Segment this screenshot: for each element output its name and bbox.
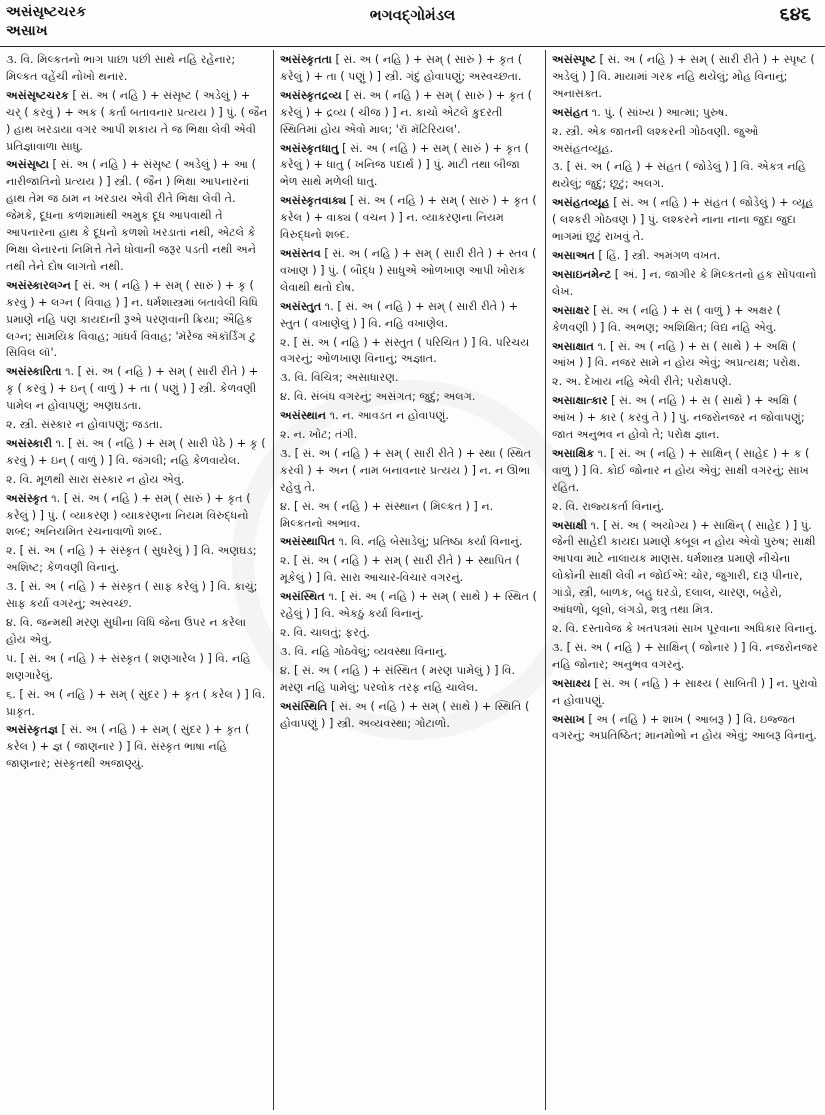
dictionary-entry: ૨. વિ. મૂળથી સારા સંસ્કાર ન હોય એવું. [6,472,185,486]
entry-headword: અસંસ્કૃત [6,491,48,505]
entry-headword: અસંસ્કારિતા [6,365,62,379]
entry-definition: [ સં. અ ( નહિ ) + સમ્ ( સારું ) + કૃત ( કરેલ ) + વાક્ય ( વચન ) ] ન. વ્યાકરણના નિયમ વિરુદ્ધનો શબ્દ. [280,194,537,242]
dictionary-entry [552,195,818,246]
entry-headword: અસાખ [552,712,585,726]
column-2 [280,52,538,1110]
entry-headword: અસાક્ષ્ય [552,676,591,690]
entry-headword: અસંહતવ્યૂહ [552,196,610,210]
entry-headword: અસંસ્તવ [280,246,321,260]
dictionary-entry [280,193,538,244]
entry-definition: ૧. વિ. નહિ બેસાડેલું; પ્રતિષ્ઠા કર્યા વિનાનું. [334,535,523,549]
dictionary-entry: ૩. [ સં. અ ( નહિ ) + સાક્ષિન્ ( જોનાર ) ] વિ. નજરોનજર નહિ જોનાર; અનુભવ વગરનું. [552,640,818,671]
dictionary-entry [552,393,818,444]
entry-headword: અસાક્ષર [552,303,590,317]
dictionary-entry [6,157,268,275]
dictionary-entry [280,52,538,86]
page-header [0,0,825,47]
entry-definition: [ સં. અ ( નહિ ) + સમ્ ( સારી રીતે ) + સ્તવ ( વખાણ ) ] પું. ( બૌદ્ધ ) સાધુએ ઓળખાણ આપી ખોરાક લેવાથી થતો દોષ. [280,246,537,294]
dictionary-entry: ૫. [ સં. અ ( નહિ ) + સંસ્કૃત ( શણગારેલ ) ] વિ. નહિ શણગારેલું. [6,651,251,682]
entry-definition: [ અં. ] ન. જાગીર કે મિલ્કતનો હક સોંપવાનો લેખ. [552,267,817,298]
dictionary-entry [552,267,818,301]
dictionary-entry [280,589,538,623]
entry-definition: [ સં. અ ( નહિ ) + સમ્ ( સારું ) + કૃત ( કરેલું ) + ધાતુ ( ખનિજ પદાર્થ ) ] પું. માટી તથા બીજા ભેળ સાથે મળેલી ધાતુ. [280,141,529,189]
guide-word-first: અસંસૃષ્ટચરક [6,4,87,20]
dictionary-entry [280,408,538,425]
entry-headword: અસંસૃષ્ટા [6,158,49,172]
dictionary-entry [6,278,268,363]
dictionary-entry: ૨. વિ. ચાલતું; ફરતું. [280,626,370,639]
dictionary-entry: ૨. સ્ત્રી. એક જાતની લશ્કરની ગોઠવણી. જુઓ અસંહતવ્યૂહ. [552,124,759,155]
entry-definition: ૧. [ સં. અ ( નહિ ) + સમ્ ( સાથે ) + સ્થિત ( રહેલું ) ] વિ. એકઠું કર્યા વિનાનું. [280,590,537,621]
entry-headword: અસંસ્કૃતધાતુ [280,141,339,155]
entry-headword: અસાક્ષાત્કાર [552,394,608,408]
entry-headword: અસંસ્થિત [280,590,325,604]
dictionary-entry [552,518,818,619]
entry-definition: ૧. [ સં. અ ( નહિ ) + સમ્ ( સારું ) + કૃત ( કરેલું ) ] પું. ( વ્યાકરણ ) વ્યાકરણના નિયમ વિરુદ્ધનો શબ્દ; અનિયમિત રચનાવાળો શબ્દ. [6,491,251,539]
dictionary-entry [552,676,818,710]
entry-definition: ૧. [ સં. અ ( નહિ ) + સમ્ ( સારી પેઠે ) + કૃ ( કરવું ) + ઇન્ ( વાળું ) ] વિ. જંગલી; નહિ કેળવાયેલ. [6,436,266,467]
dictionary-entry: ૨. સ્ત્રી. સંસ્કાર ન હોવાપણું; જડતા. [6,418,163,432]
entry-definition: [ સં. અ ( નહિ ) + સાક્ષ્ય ( સાબિતી ) ] ન. પુરાવો ન હોવાપણું. [552,676,818,707]
entry-definition: ૧. ન. આવડત ન હોવાપણું. [326,409,449,423]
guide-word-last: અસાખ [6,23,48,39]
entry-definition: [ સં. અ ( નહિ ) + સંસૃષ્ટ ( અડેલું ) + આ ( નારીજાતિનો પ્રત્યય ) ] સ્ત્રી. ( જૈન ) ભિક્ષા આપનારનાં હાથ તેમ જ ઠામ ન ખરડાય એવી રીતે ભિક્ષા લેવી તે. જેમકે, દૂધના કળશામાંથી અમુક દૂધ આપવાથી તે આપનારના હાથ કે દૂધનો કળશો ખરડાતાં નથી, એટલે કે ભિક્ષા લેનારનાં નિમિત્તે તેને ધોવાની જરૂર પડતી નથી અને તથી તેને દોષ લાગતો નથી. [6,158,257,273]
page-number: ૬૪૬ [779,4,811,25]
dictionary-entry [280,534,538,551]
entry-headword: અસાક્ષી [552,518,587,532]
dictionary-entry [552,446,818,497]
entry-headword: અસંસ્કૃતજ્ઞ [6,723,58,737]
dictionary-entry: ૩. વિ. નહિ ગોઠવેલું; વ્યવસ્થા વિનાનું. [280,644,448,658]
dictionary-entry [6,491,268,542]
dictionary-entry: ૪. વિ. સંબંધ વગરનું; અસંગત; જુદું; અલગ. [280,390,476,404]
column-rule-left [273,50,274,1110]
dictionary-entry: ૪. [ સં. અ ( નહિ ) + સંસ્થિત ( મરણ પામેલું ) ] વિ. મરણ નહિ પામેલું; પરલોક તરફ નહિ ચાલેલ. [280,663,516,694]
dictionary-entry: ૨. વિ. રાજ્યકર્તા વિનાનું. [552,499,665,513]
dictionary-entry: ૩. [ સં. અ ( નહિ ) + સમ્ ( સારી રીતે ) + સ્થા ( સ્થિત કરવી ) + અન ( નામ બનાવનાર પ્રત્યય ) ] ન. ન ઊભા રહેવું તે. [280,446,532,494]
entry-definition: [ સં. અ ( નહિ ) + સ ( સાથે ) + અક્ષિ ( આંખ ) + કાર ( કરવું તે ) ] પું. નજરોનજર ન જોવાપણું; જાત અનુભવ ન હોવો તે; પરોક્ષ જ્ઞાન. [552,394,805,442]
entry-headword: અસંસ્કારલગ્ન [6,278,71,292]
dictionary-entry: ૪. [ સં. અ ( નહિ ) + સંસ્થાન ( મિલ્કત ) ] ન. મિલ્કતનો અભાવ. [280,499,494,530]
dictionary-entry [552,248,818,265]
dictionary-entry [280,246,538,297]
dictionary-entry: ૩. [ સં. અ ( નહિ ) + સંસ્કૃત ( સાફ કરેલું ) ] વિ. કાચું; સાફ કર્યા વગરનું; અસ્વચ્છ. [6,580,258,611]
dictionary-entry: ૨. [ સં. અ ( નહિ ) + સંસ્તુત ( પરિચિત ) ] વિ. પરિચય વગરનું; ઓળખાણ વિનાનું; અજ્ઞાત. [280,335,530,366]
entry-definition: ૧. [ સં. અ ( નહિ ) + સમ્ ( સારી રીતે ) + કૃ ( કરવું ) + ઇન્ ( વાળું ) + તા ( પણું ) ] સ્ત્રી. કેળવણી પામેલ ન હોવાપણું; અણઘડતા. [6,365,259,413]
dictionary-entry: ૪. વિ. જન્મથી મરણ સુધીના વિધિ જેના ઉપર ન કરેલા હોય એવું. [6,616,247,646]
dictionary-entry: ૨. વિ. દસ્તાવેજ કે ખતપત્રમાં સાખ પૂરવાના અધિકાર વિનાનું. [552,622,818,635]
dictionary-entry: ૨. [ સં. અ ( નહિ ) + સમ્ ( સારી રીતે ) + સ્થાપિત ( મૂકેલું ) ] વિ. સારા આચાર-વિચાર વગરનું. [280,554,520,585]
entry-headword: અસંસ્થિતિ [280,699,328,713]
entry-definition: [ સં. અ ( નહિ ) + સમ્ ( સાથે ) + સ્થિતિ ( હોવાપણું ) ] સ્ત્રી. અવ્યવસ્થા; ગોટાળો. [280,699,530,730]
dictionary-entry: ૬. [ સં. અ ( નહિ ) + સમ્ ( સુંદર ) + કૃત ( કરેલ ) ] વિ. પ્રાકૃત. [6,687,266,718]
dictionary-entry [6,88,268,156]
dictionary-entry: ૨. અ. દેખાય નહિ એવી રીતે; પરોક્ષપણે. [552,375,732,389]
entry-definition: [ સં. અ ( નહિ ) + સ ( વાળું ) + અક્ષર ( કેળવણી ) ] વિ. અભણ; અશિક્ષિત; વિદ્ય નહિ એવું. [552,303,781,334]
dictionary-entry [280,88,538,139]
entry-headword: અસાક્ષાત [552,339,594,353]
entry-definition: [ હિં. ] સ્ત્રી. અમંગળ વખત. [594,248,721,262]
dictionary-entry: ૨. [ સં. અ ( નહિ ) + સંસ્કૃત ( સુધરેલું ) ] વિ. અણઘડ; અશિષ્ટ; કેળવણી વિનાનું. [6,544,257,575]
entry-definition: ૧. [ સં. અ ( નહિ ) + સાક્ષિન્ ( સાહેદ ) + ક ( વાળું ) ] વિ. કોઈ જોનાર ન હોય એવું; સાક્ષી વગરનું; સાખ રહિત. [552,446,810,494]
dictionary-entry [552,52,818,103]
entry-headword: અસંસ્તુત [280,299,322,313]
dictionary-entry: ૨. ન. ખોટ; તંગી. [280,428,358,442]
entry-headword: અસાઇનમેન્ટ [552,267,612,281]
entry-definition: [ સં. અ ( નહિ ) + સમ્ ( સારું ) + કૃ ( કરવું ) + લગ્ન ( વિવાહ ) ] ન. ધર્મશાસ્ત્રમાં બતાવેલી વિધિ પ્રમાણે નહિ પણ કાયદાની રૂએ પરણવાની ક્રિયા; ઐહિક લગ્ન; સામયિક વિવાહ; ગાંધર્વ વિવાહ; 'મૅરેજ ઍકૉર્ડિંગ ટુ સિવિલ લૉ'. [6,278,258,360]
entry-definition: [ સં. અ ( નહિ ) + સમ્ ( સુંદર ) + કૃત ( કરેલ ) + જ્ઞ ( જાણનાર ) ] વિ. સંસ્કૃત ભાષા નહિ જાણનાર; સંસ્કૃતથી અજાણ્યું. [6,723,250,771]
entry-definition: [ સં. અ ( નહિ ) + સમ્ ( સારું ) + કૃત ( કરેલું ) + તા ( પણું ) ] સ્ત્રી. ગંદું હોવાપણું; અસ્વચ્છતા. [280,53,523,83]
entry-headword: અસંસ્પૃષ્ટ [552,53,596,66]
dictionary-entry [552,339,818,373]
entry-headword: અસંસ્કૃતવાક્ય [280,194,347,208]
entry-headword: અસંહત [552,105,589,119]
entry-headword: અસંસ્કૃતદ્રવ્ય [280,88,342,102]
dictionary-entry [6,364,268,415]
dictionary-entry [280,299,538,333]
entry-definition: ૧. [ સં. અ ( નહિ ) + સ ( સાથે ) + અક્ષિ ( આંખ ) ] વિ. નજર સામે ન હોય એવું; અપ્રત્યક્ષ; પરોક્ષ. [552,339,801,370]
dictionary-entry [6,436,268,470]
dictionary-entry [280,699,538,733]
entry-headword: અસાક્ષિક [552,446,595,460]
column-1 [6,52,268,1110]
entry-definition: [ સં. અ ( નહિ ) + સંહત ( જોડેલું ) + વ્યૂહ ( લશ્કરી ગોઠવણ ) ] પું. લશ્કરને નાના નાના જુદા જુદા ભાગમાં છૂટું રાખવું તે. [552,196,814,244]
entry-definition: ૧. [ સં. અ ( અયોગ્ય ) + સાક્ષિન્ ( સાહેદ ) ] પું. જેની સાહેદી કાયદા પ્રમાણે કબૂલ ન હોય એવો પુરુષ; સાક્ષી આપવા માટે નાલાયક માણસ. ધર્મશાસ્ત્ર પ્રમાણે નીચેના લોકોની સાક્ષી લેવી ન જોઈએ: ચોર, જુગારી, દારૂ પીનાર, ગાંડો, સ્ત્રી, બાળક, બહુ ઘરડો, દલાલ, ચારણ, બહેરો, આંધળો, લૂલો, લંગડો, શત્રુ તથા મિત્ર. [552,518,816,617]
dictionary-entry [552,712,818,746]
entry-headword: અસંસૃષ્ટચરક [6,88,69,102]
entry-headword: અસાઅત [552,248,595,262]
dictionary-entry: ૩. વિ. વિચિત્ર; અસાધારણ. [280,371,399,385]
entry-definition: [ અ ( નહિ ) + શાખ ( આબરૂ ) ] વિ. ઇજ્જત વગરનું; અપ્રતિષ્ઠિત; માનમોભો ન હોય એવું; આબરૂ વિનાનું. [552,712,817,743]
entry-headword: અસંસ્કારી [6,436,53,450]
column-3 [552,52,818,1110]
entry-headword: અસંસ્થાપિત [280,535,335,549]
dictionary-entry: ૩. વિ. મિલ્કતનો ભાગ પાછા પછી સાથે નહિ રહેનાર; મિલ્કત વહેંચી નોખો થનાર. [6,53,236,83]
dictionary-entry [280,141,538,192]
column-rule-right [545,50,546,1110]
running-head: ભગવદ્ગોમંડલ [369,6,456,24]
dictionary-entry [6,722,268,773]
entry-headword: અસંસ્કૃતતા [280,53,332,66]
dictionary-entry [552,303,818,337]
entry-definition: [ સં. અ ( નહિ ) + સમ્ ( સારું ) + કૃત ( કરેલું ) + દ્રવ્ય ( ચીજ ) ] ન. કાચો એટલે કુદરતી સ્થિતિમાં હોય એવો માલ; 'રૉ મૅટિરિયલ'. [280,88,533,136]
entry-headword: અસંસ્થાન [280,409,327,423]
entry-definition: [ સં. અ ( નહિ ) + સંસૃષ્ટ ( અડેલું ) + ચર્ ( કરવું ) + અક ( કર્તા બતાવનાર પ્રત્યય ) ] પું. ( જૈન ) હાથ ખરડાયા વગર આપી શકાય તે જ ભિક્ષા લેવી એવી પ્રતિજ્ઞાવાળા સાધુ. [6,88,268,153]
entry-definition: ૧. [ સં. અ ( નહિ ) + સમ્ ( સારી રીતે ) + સ્તુત ( વખાણેલું ) ] વિ. નહિ વખાણેલ. [280,299,519,330]
dictionary-entry: ૩. [ સં. અ ( નહિ ) + સંહત ( જોડેલું ) ] વિ. એકત્ર નહિ થયેલું; જુદું; છૂટું; અલગ. [552,160,807,191]
dictionary-entry [552,105,818,122]
entry-definition: [ સં. અ ( નહિ ) + સમ્ ( સારી રીતે ) + સ્પૃષ્ટ ( અડેલું ) ] વિ. માયામાં ગરક નહિ થયેલું; મોહ વિનાનું; અનાસક્ત. [552,53,815,100]
entry-definition: ૧. પું. ( સાંખ્ય ) આત્મા; પુરુષ. [588,105,729,119]
